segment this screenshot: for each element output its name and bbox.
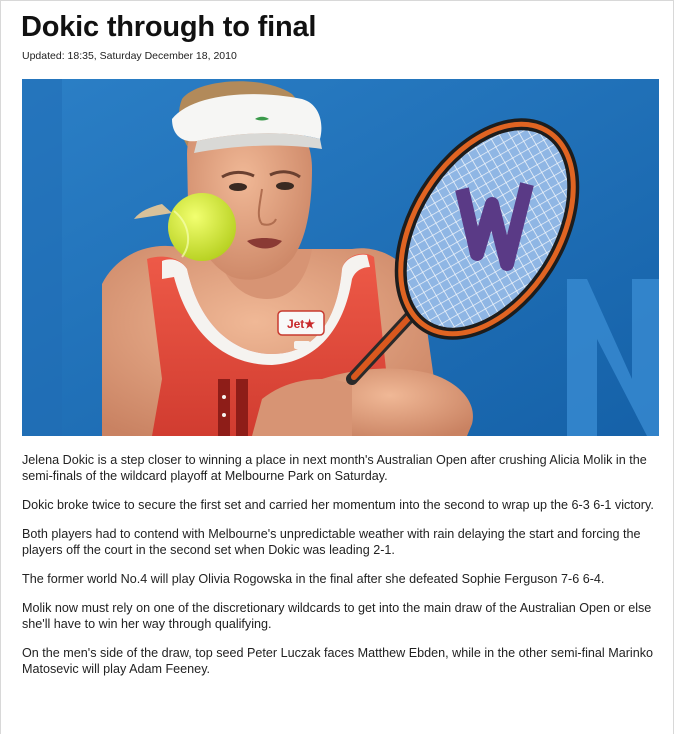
paragraph: Molik now must rely on one of the discretionary wildcards to get into the main draw of the Australian Open or else she'll have to win her way through qualifying. xyxy=(22,601,652,631)
article-photo xyxy=(22,79,659,436)
paragraph: The former world No.4 will play Olivia Rogowska in the final after she defeated Sophie Ferguson 7-6 6-4. xyxy=(22,572,605,586)
tennis-ball xyxy=(168,193,236,261)
updated-timestamp: Updated: 18:35, Saturday December 18, 2010 xyxy=(22,50,237,62)
tennis-player-illustration xyxy=(22,79,659,436)
svg-text:Jet★: Jet★ xyxy=(286,317,316,331)
article-body xyxy=(22,452,654,690)
paragraph: Jelena Dokic is a step closer to winning a place in next month's Australian Open after crushing Alicia Molik in the semi-finals of the wildcard playoff at Melbourne Park on Saturday. xyxy=(22,453,647,483)
paragraph: On the men's side of the draw, top seed Peter Luczak faces Matthew Ebden, while in the other semi-final Marinko Matosevic will play Adam Feeney. xyxy=(22,646,654,676)
shirt-sponsor-patch xyxy=(278,311,324,335)
paragraph: Both players had to contend with Melbourne's unpredictable weather with rain delaying the start and forcing the players off the court in the second set when Dokic was leading 2-1. xyxy=(22,527,641,557)
paragraph: Dokic broke twice to secure the first set and carried her momentum into the second to wrap up the 6-3 6-1 victory. xyxy=(22,498,654,512)
headline: Dokic through to final xyxy=(21,11,317,43)
